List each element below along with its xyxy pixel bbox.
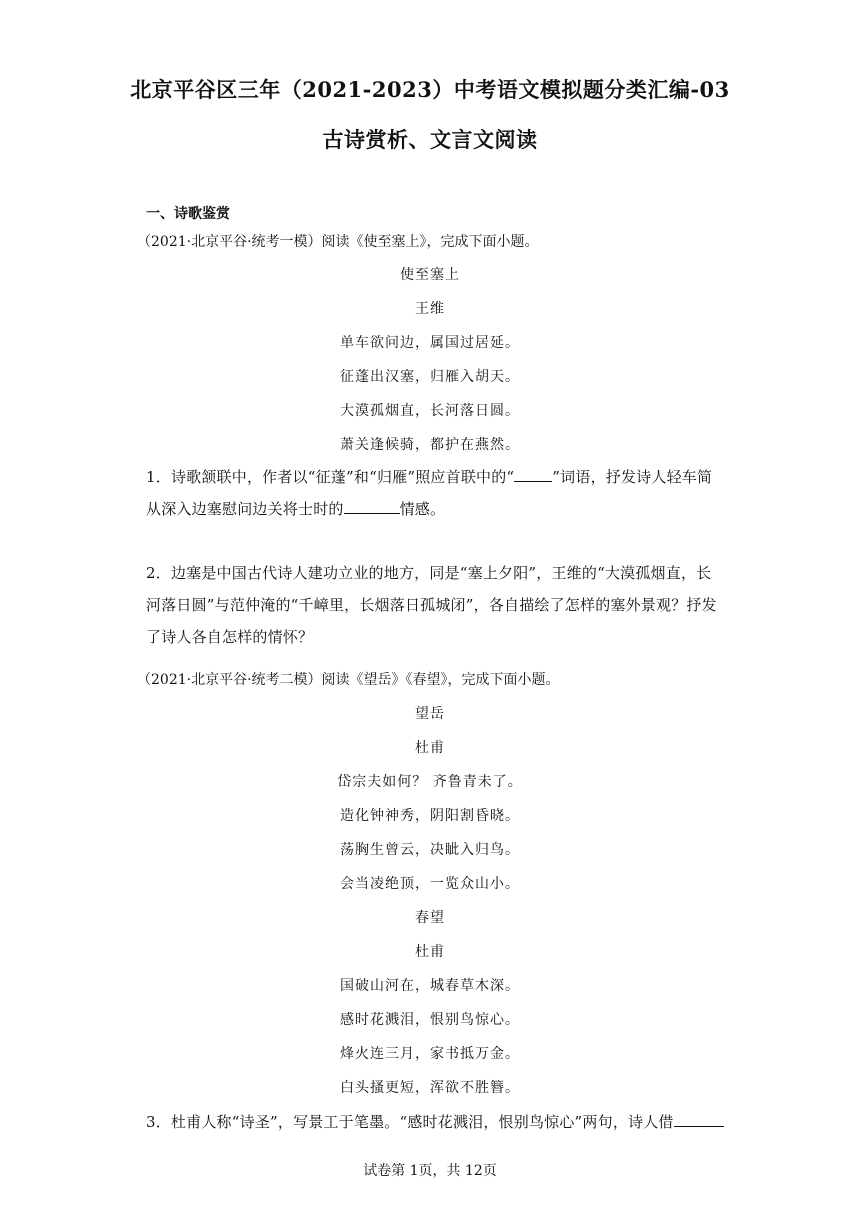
poem-line: 白头搔更短，浑欲不胜簪。	[340, 1080, 520, 1096]
poem-line: 会当凌绝顶，一览众山小。	[340, 876, 520, 892]
answer-blank[interactable]	[674, 1110, 724, 1127]
question-3	[146, 1106, 726, 1138]
poem-line: 大漠孤烟直，长河落日圆。	[340, 403, 520, 419]
question-1-text-a: 1．诗歌颔联中，作者以“征蓬”和“归雁”照应首联中的“	[146, 468, 515, 486]
poem-author: 王维	[415, 301, 445, 317]
question-source-1: （2021·北京平谷·统考一模）阅读《使至塞上》，完成下面小题。	[137, 234, 539, 250]
page-footer: 试卷第 1页，共 12页	[363, 1163, 497, 1179]
poem-line: 荡胸生曾云，决眦入归鸟。	[340, 842, 520, 858]
poem-title: 使至塞上	[400, 267, 460, 283]
document-title-line1: 北京平谷区三年（2021-2023）中考语文模拟题分类汇编-03	[130, 77, 730, 102]
poem-author: 杜甫	[415, 740, 445, 756]
poem-line: 国破山河在，城春草木深。	[340, 978, 520, 994]
question-1	[146, 461, 726, 525]
question-1-text-b: ”词语，抒发诗人轻车简从深入边塞慰问边关将士时的	[146, 468, 713, 518]
poem-line: 感时花溅泪，恨别鸟惊心。	[340, 1012, 520, 1028]
poem-line: 萧关逢候骑，都护在燕然。	[340, 437, 520, 453]
question-1-text-c: 情感。	[399, 500, 446, 518]
section-heading: 一、诗歌鉴赏	[146, 206, 230, 222]
poem-line: 造化钟神秀，阴阳割昏晓。	[340, 808, 520, 824]
poem-line: 单车欲问边，属国过居延。	[340, 335, 520, 351]
answer-blank[interactable]	[344, 497, 400, 514]
poem-line: 征蓬出汉塞，归雁入胡天。	[340, 369, 520, 385]
question-3-text: 3．杜甫人称“诗圣”，写景工于笔墨。“感时花溅泪，恨别鸟惊心”两句，诗人借	[146, 1113, 674, 1131]
poem-author: 杜甫	[415, 944, 445, 960]
poem-line: 岱宗夫如何？ 齐鲁青未了。	[337, 774, 523, 790]
poem-title: 春望	[415, 910, 445, 926]
document-title-line2: 古诗赏析、文言文阅读	[322, 127, 538, 152]
poem-title: 望岳	[415, 706, 445, 722]
answer-blank[interactable]	[514, 465, 552, 482]
question-2: 2．边塞是中国古代诗人建功立业的地方，同是“塞上夕阳”，王维的“大漠孤烟直，长河落日圆”与范仲淹的“千嶂里，长烟落日孤城闭”，各自描绘了怎样的塞外景观？抒发了诗人各自怎样的情怀？	[146, 564, 717, 646]
poem-line: 烽火连三月，家书抵万金。	[340, 1046, 520, 1062]
question-source-2: （2021·北京平谷·统考二模）阅读《望岳》《春望》，完成下面小题。	[137, 672, 560, 688]
